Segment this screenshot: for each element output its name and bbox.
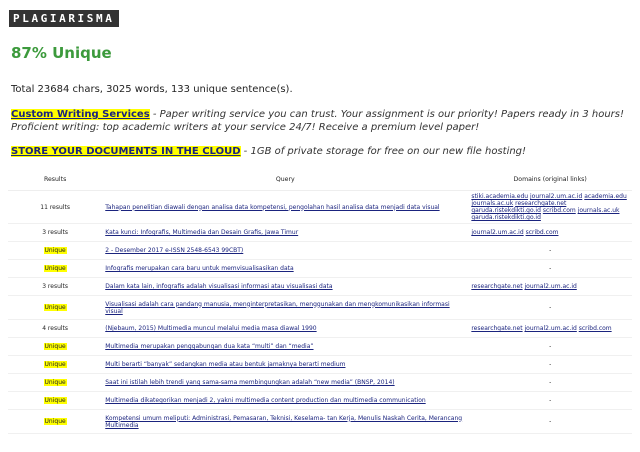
result-cell xyxy=(8,374,102,392)
table-row xyxy=(8,392,632,410)
query-link[interactable]: Infografis merupakan cara baru untuk memvisualisasikan data xyxy=(105,265,294,272)
table-row xyxy=(8,356,632,374)
no-domain-dash: - xyxy=(549,361,552,368)
table-row xyxy=(8,374,632,392)
result-cell xyxy=(8,191,102,224)
query-link[interactable]: Saat ini istilah lebih trendi yang sama-sama membingungkan adalah “new media” (BNSP, 2014) xyxy=(105,379,395,386)
promo-cloud-storage xyxy=(11,145,633,158)
domain-link[interactable]: garuda.ristekdikti.go.id xyxy=(471,207,541,214)
domain-link[interactable]: journals.ac.uk xyxy=(577,207,620,214)
results-table xyxy=(8,168,632,434)
query-link[interactable]: Kompetensi umum meliputi: Administrasi, Pemasaran, Teknisi, Keselama- tan Kerja, Menulis Naskah Cerita, Merancang Multimedia xyxy=(105,414,463,429)
domain-link[interactable]: scribd.com xyxy=(542,207,576,214)
domains-cell xyxy=(468,320,632,338)
domain-link[interactable]: journal2.um.ac.id xyxy=(524,325,577,332)
unique-badge: Unique xyxy=(44,418,66,425)
query-link[interactable]: Multi berarti “banyak” sedangkan media atau bentuk jamaknya berarti medium xyxy=(105,361,346,368)
domain-link[interactable]: garuda.ristekdikti.go.id xyxy=(471,214,541,221)
no-domain-dash: - xyxy=(549,247,552,254)
query-cell xyxy=(102,242,468,260)
result-count: 11 results xyxy=(40,203,70,211)
text-statistics: Total 23684 chars, 3025 words, 133 unique sentence(s). xyxy=(11,84,293,95)
query-cell xyxy=(102,410,468,434)
result-cell xyxy=(8,278,102,296)
result-cell xyxy=(8,338,102,356)
domains-cell xyxy=(468,242,632,260)
domain-link[interactable]: scribd.com xyxy=(525,229,559,236)
cloud-storage-link[interactable]: STORE YOUR DOCUMENTS IN THE CLOUD xyxy=(11,146,241,157)
table-row xyxy=(8,191,632,224)
domain-link[interactable]: researchgate.net xyxy=(471,325,523,332)
query-link[interactable]: Tahapan penelitian diawali dengan analisa data kompetensi, pengolahan hasil analisa data menjadi data visual xyxy=(105,203,440,211)
domain-link[interactable]: journal2.um.ac.id xyxy=(530,193,583,200)
result-cell xyxy=(8,356,102,374)
domains-cell xyxy=(468,260,632,278)
domains-cell xyxy=(468,224,632,242)
no-domain-dash: - xyxy=(549,397,552,404)
domains-cell xyxy=(468,191,632,224)
query-link[interactable]: (Njebaum, 2015) Multimedia muncul melalui media masa diawal 1990 xyxy=(105,325,317,332)
query-cell xyxy=(102,260,468,278)
table-row xyxy=(8,320,632,338)
unique-badge: Unique xyxy=(44,265,66,272)
domains-cell xyxy=(468,278,632,296)
query-cell xyxy=(102,320,468,338)
query-cell xyxy=(102,296,468,320)
table-row xyxy=(8,296,632,320)
result-count: 4 results xyxy=(42,325,69,332)
unique-badge: Unique xyxy=(44,247,66,254)
result-cell xyxy=(8,392,102,410)
domains-cell xyxy=(468,338,632,356)
query-link[interactable]: Visualisasi adalah cara pandang manusia, menginterpretasikan, menggunakan dan mengkomunikasikan informasi visual xyxy=(105,300,450,315)
result-cell xyxy=(8,320,102,338)
no-domain-dash: - xyxy=(549,265,552,272)
domains-cell xyxy=(468,392,632,410)
unique-badge: Unique xyxy=(44,361,66,368)
query-cell xyxy=(102,191,468,224)
domain-link[interactable]: researchgate.net xyxy=(515,200,567,207)
query-cell xyxy=(102,278,468,296)
result-count: 3 results xyxy=(42,229,69,236)
column-header-query: Query xyxy=(102,168,468,191)
query-link[interactable]: Dalam kata lain, infografis adalah visualisasi informasi atau visualisasi data xyxy=(105,283,333,290)
table-row xyxy=(8,410,632,434)
column-header-domains: Domains (original links) xyxy=(468,168,632,191)
no-domain-dash: - xyxy=(549,379,552,386)
custom-writing-link[interactable]: Custom Writing Services xyxy=(11,109,150,120)
domain-link[interactable]: journal2.um.ac.id xyxy=(524,283,577,290)
promo-custom-writing xyxy=(11,108,633,134)
query-link[interactable]: Kata kunci: Infografis, Multimedia dan Desain Grafis, Jawa Timur xyxy=(105,229,299,236)
query-cell xyxy=(102,338,468,356)
table-row xyxy=(8,224,632,242)
table-row xyxy=(8,338,632,356)
table-row xyxy=(8,278,632,296)
domain-link[interactable]: researchgate.net xyxy=(471,283,523,290)
domains-cell xyxy=(468,374,632,392)
promo-description: - Paper writing service you can trust. Your assignment is our priority! Papers ready in 3 hours! Proficient writing: top academic writers at your service 24/7! Receive a premium level paper! xyxy=(11,109,625,133)
no-domain-dash: - xyxy=(549,418,552,425)
query-cell xyxy=(102,356,468,374)
uniqueness-score: 87% Unique xyxy=(11,44,112,62)
query-link[interactable]: Multimedia merupakan penggabungan dua kata “multi” dan “media” xyxy=(105,343,314,350)
domains-cell xyxy=(468,356,632,374)
result-count: 3 results xyxy=(42,283,69,290)
domain-link[interactable]: academia.edu xyxy=(584,193,627,200)
result-cell xyxy=(8,224,102,242)
query-link[interactable]: 2 - Desember 2017 e-ISSN 2548-6543 99CBT) xyxy=(105,247,244,254)
result-cell xyxy=(8,296,102,320)
unique-badge: Unique xyxy=(44,304,66,311)
domains-cell xyxy=(468,410,632,434)
query-cell xyxy=(102,392,468,410)
plagiarisma-logo[interactable]: PLAGIARISMA xyxy=(9,10,119,27)
result-cell xyxy=(8,410,102,434)
unique-badge: Unique xyxy=(44,397,66,404)
domain-link[interactable]: journal2.um.ac.id xyxy=(471,229,524,236)
table-header-row xyxy=(8,168,632,191)
query-cell xyxy=(102,224,468,242)
promo-description: - 1GB of private storage for free on our new file hosting! xyxy=(240,146,527,157)
no-domain-dash: - xyxy=(549,304,552,311)
domain-link[interactable]: scribd.com xyxy=(578,325,612,332)
query-link[interactable]: Multimedia dikategorikan menjadi 2, yakni multimedia content production dan multimedia communication xyxy=(105,397,426,404)
result-cell xyxy=(8,260,102,278)
no-domain-dash: - xyxy=(549,343,552,350)
table-row xyxy=(8,260,632,278)
domain-link[interactable]: journals.ac.uk xyxy=(471,200,514,207)
domains-cell xyxy=(468,296,632,320)
query-cell xyxy=(102,374,468,392)
column-header-results: Results xyxy=(8,168,102,191)
table-row xyxy=(8,242,632,260)
unique-badge: Unique xyxy=(44,379,66,386)
unique-badge: Unique xyxy=(44,343,66,350)
domain-link[interactable]: stiki.academia.edu xyxy=(471,193,529,200)
result-cell xyxy=(8,242,102,260)
